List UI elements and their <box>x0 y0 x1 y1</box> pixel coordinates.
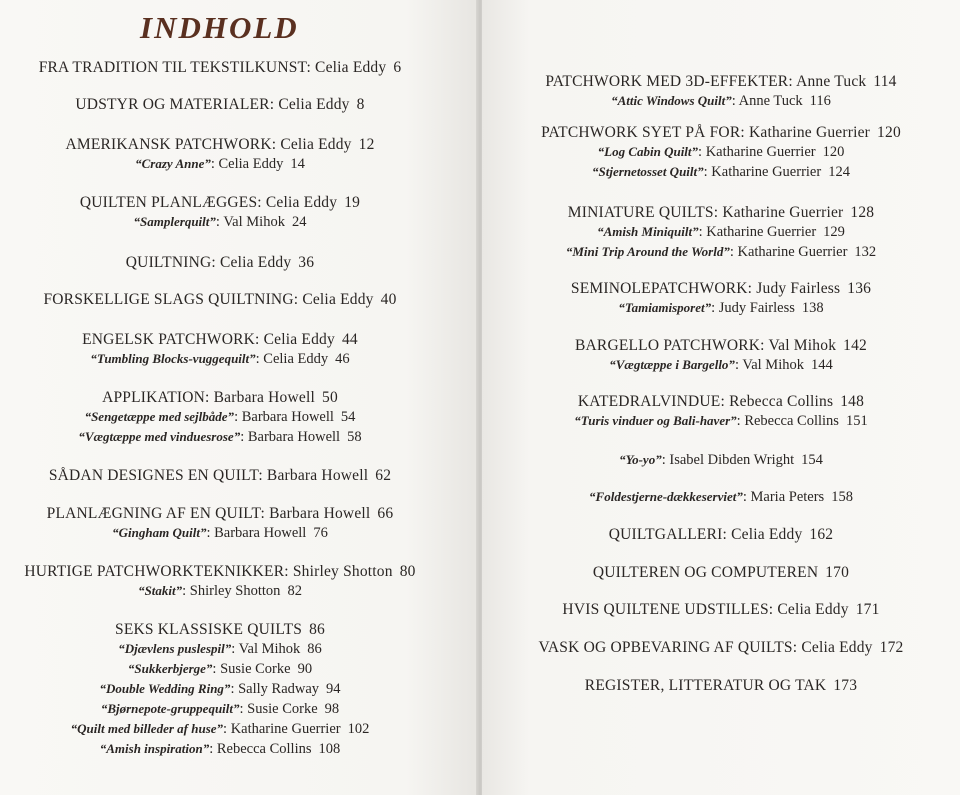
separator: : <box>792 639 802 656</box>
author-name: Celia Eddy <box>731 526 803 543</box>
separator: : <box>711 300 719 316</box>
toc-entry <box>482 638 960 657</box>
author-name: Shirley Shotton <box>292 563 393 580</box>
page-number: 172 <box>879 639 904 656</box>
project-title: “Double Wedding Ring” <box>99 681 231 696</box>
page-number: 142 <box>843 337 868 354</box>
toc-chapter-line <box>482 279 960 298</box>
author-name: Shirley Shotton <box>189 583 281 599</box>
chapter-title: PLANLÆGNING AF EN QUILT <box>46 505 261 522</box>
toc-project-line <box>482 298 960 318</box>
project-title: “Attic Windows Quilt” <box>611 93 732 108</box>
author-name: Susie Corke <box>247 701 318 717</box>
toc-project-line <box>0 427 440 447</box>
toc-chapter-line <box>0 620 440 639</box>
project-title: “Amish inspiration” <box>99 741 210 756</box>
toc-entry <box>0 193 440 232</box>
project-title: “Log Cabin Quilt” <box>597 144 699 159</box>
left-page <box>0 0 478 795</box>
toc-chapter-line <box>0 58 440 77</box>
toc-entry <box>0 620 440 759</box>
chapter-title: QUILTGALLERI <box>608 526 723 543</box>
toc-entry <box>482 600 960 619</box>
author-name: Katharine Guerrier <box>748 124 871 141</box>
toc-project-line <box>0 639 440 659</box>
project-title: “Yo-yo” <box>619 452 662 467</box>
separator: : <box>215 214 224 230</box>
page-number: 40 <box>380 291 397 308</box>
project-title: “Stjernetosset Quilt” <box>592 164 704 179</box>
author-name: Celia Eddy <box>218 156 284 172</box>
author-name: Val Mihok <box>238 641 301 657</box>
chapter-title: ENGELSK PATCHWORK <box>82 331 256 348</box>
separator: : <box>210 156 219 172</box>
page-number: 154 <box>801 452 823 468</box>
toc-chapter-line <box>0 193 440 212</box>
author-name: Rebecca Collins <box>729 393 834 410</box>
page-number: 120 <box>822 144 845 160</box>
toc-entry <box>0 466 440 485</box>
toc-project-line <box>482 487 960 507</box>
separator: : <box>661 452 670 468</box>
separator: : <box>768 601 778 618</box>
toc-entry <box>482 450 960 470</box>
toc-entry <box>0 253 440 272</box>
author-name: Barbara Howell <box>241 409 334 425</box>
toc-entry <box>482 72 960 111</box>
page-number: 128 <box>850 204 875 221</box>
chapter-title: QUILTNING <box>125 254 212 271</box>
separator: : <box>722 526 732 543</box>
page-number: 102 <box>347 721 370 737</box>
separator: : <box>740 124 749 141</box>
separator: : <box>206 525 215 541</box>
chapter-title: SEKS KLASSISKE QUILTS <box>115 621 303 638</box>
page-number: 114 <box>873 73 897 90</box>
author-name: Anne Tuck <box>796 73 867 90</box>
chapter-title: AMERIKANSK PATCHWORK <box>65 136 272 153</box>
page-number: 162 <box>809 526 834 543</box>
toc-project-line <box>0 212 440 232</box>
chapter-title: VASK OG OPBEVARING AF QUILTS <box>538 639 793 656</box>
toc-chapter-line <box>482 676 960 695</box>
separator: : <box>284 563 293 580</box>
author-name: Isabel Dibden Wright <box>669 452 795 468</box>
toc-project-line <box>482 162 960 182</box>
toc-project-line <box>482 411 960 431</box>
chapter-title: FORSKELLIGE SLAGS QUILTNING <box>43 291 294 308</box>
toc-chapter-line <box>482 638 960 657</box>
chapter-title: SEMINOLEPATCHWORK <box>570 280 748 297</box>
separator: : <box>239 701 248 717</box>
separator: : <box>788 73 797 90</box>
author-name: Rebecca Collins <box>744 413 839 429</box>
toc-project-line <box>0 581 440 601</box>
author-name: Rebecca Collins <box>216 741 312 757</box>
project-title: “Sukkerbjerge” <box>127 661 213 676</box>
separator: : <box>209 741 217 757</box>
separator: : <box>255 331 264 348</box>
toc-project-line <box>482 91 960 111</box>
page-number: 80 <box>399 563 416 580</box>
toc-chapter-line <box>0 466 440 485</box>
toc-entry <box>482 279 960 318</box>
toc-project-line <box>0 659 440 679</box>
toc-entry <box>0 58 440 77</box>
separator: : <box>703 164 712 180</box>
separator: : <box>223 721 231 737</box>
right-page <box>482 0 960 795</box>
chapter-title: BARGELLO PATCHWORK <box>574 337 761 354</box>
project-title: “Crazy Anne” <box>135 156 211 171</box>
separator: : <box>258 467 267 484</box>
page-number: 44 <box>341 331 358 348</box>
project-title: “Sengetæppe med sejlbåde” <box>84 409 235 424</box>
toc-chapter-line <box>0 253 440 272</box>
chapter-title: PATCHWORK SYET PÅ FOR <box>541 124 741 141</box>
toc-entry <box>0 388 440 447</box>
page-number: 94 <box>326 681 341 697</box>
chapter-title: FRA TRADITION TIL TEKSTILKUNST <box>38 59 307 76</box>
page-number: 50 <box>322 389 338 406</box>
page-number: 86 <box>309 621 325 638</box>
separator: : <box>698 224 707 240</box>
chapter-title: PATCHWORK MED 3D-EFFEKTER <box>545 73 789 90</box>
author-name: Judy Fairless <box>756 280 841 297</box>
page-number: 129 <box>823 224 845 240</box>
author-name: Celia Eddy <box>302 291 374 308</box>
separator: : <box>713 204 723 221</box>
toc-chapter-line <box>482 563 960 582</box>
toc-project-line <box>0 407 440 427</box>
toc-project-line <box>482 222 960 242</box>
toc-project-line <box>482 355 960 375</box>
author-name: Barbara Howell <box>213 389 315 406</box>
author-name: Barbara Howell <box>214 525 307 541</box>
chapter-title: MINIATURE QUILTS <box>567 204 714 221</box>
page-number: 144 <box>810 357 833 373</box>
toc-entry <box>482 203 960 262</box>
toc-entry <box>0 290 440 309</box>
project-title: “Stakit” <box>138 583 183 598</box>
page-number: 6 <box>393 59 402 76</box>
page-number: 158 <box>831 489 853 505</box>
toc-chapter-line <box>482 392 960 411</box>
page-number: 14 <box>290 156 305 172</box>
author-name: Barbara Howell <box>266 467 369 484</box>
author-name: Val Mihok <box>742 357 804 373</box>
chapter-title: UDSTYR OG MATERIALER <box>75 96 270 113</box>
separator: : <box>230 681 239 697</box>
page-number: 98 <box>324 701 340 717</box>
toc-entry <box>482 525 960 544</box>
page-number: 108 <box>318 741 341 757</box>
chapter-title: QUILTEN PLANLÆGGES <box>79 194 258 211</box>
separator: : <box>720 393 730 410</box>
page-number: 171 <box>855 601 880 618</box>
contents-heading: INDHOLD <box>140 10 299 45</box>
author-name: Barbara Howell <box>247 429 341 445</box>
separator: : <box>293 291 303 308</box>
toc-project-line <box>0 679 440 699</box>
toc-project-line <box>0 699 440 719</box>
toc-entry <box>0 135 440 174</box>
author-name: Judy Fairless <box>718 300 795 316</box>
toc-project-line <box>0 739 440 759</box>
author-name: Katharine Guerrier <box>706 224 817 240</box>
toc-entry <box>482 563 960 582</box>
page-number: 136 <box>847 280 872 297</box>
page-number: 86 <box>307 641 322 657</box>
page-number: 124 <box>828 164 850 180</box>
author-name: Maria Peters <box>750 489 825 505</box>
separator: : <box>760 337 769 354</box>
author-name: Celia Eddy <box>219 254 292 271</box>
toc-project-line <box>0 349 440 369</box>
toc-chapter-line <box>0 290 440 309</box>
project-title: “Quilt med billeder af huse” <box>70 721 224 736</box>
toc-project-line <box>482 450 960 470</box>
chapter-title: KATEDRALVINDUE <box>577 393 721 410</box>
toc-project-line <box>0 154 440 174</box>
page-number: 90 <box>297 661 313 677</box>
toc-chapter-line <box>0 135 440 154</box>
project-title: “Vægtæppe i Bargello” <box>609 357 735 372</box>
page-number: 24 <box>291 214 307 230</box>
separator: : <box>240 429 248 445</box>
separator: : <box>182 583 190 599</box>
toc-chapter-line <box>0 562 440 581</box>
author-name: Barbara Howell <box>269 505 371 522</box>
toc-project-line <box>0 719 440 739</box>
separator: : <box>731 93 739 109</box>
separator: : <box>212 661 221 677</box>
page-number: 36 <box>298 254 315 271</box>
separator: : <box>255 351 264 367</box>
toc-chapter-line <box>482 525 960 544</box>
separator: : <box>698 144 706 160</box>
author-name: Celia Eddy <box>280 136 352 153</box>
toc-chapter-line <box>482 123 960 142</box>
page-number: 19 <box>344 194 361 211</box>
toc-entry <box>482 336 960 375</box>
author-name: Susie Corke <box>220 661 291 677</box>
toc-chapter-line <box>482 203 960 222</box>
separator: : <box>205 389 214 406</box>
separator: : <box>734 357 743 373</box>
author-name: Katharine Guerrier <box>711 164 822 180</box>
project-title: “Bjørnepote-gruppequilt” <box>100 701 240 716</box>
chapter-title: HVIS QUILTENE UDSTILLES <box>562 601 769 618</box>
project-title: “Mini Trip Around the World” <box>565 244 730 259</box>
separator: : <box>271 136 281 153</box>
page-number: 12 <box>358 136 375 153</box>
separator: : <box>234 409 242 425</box>
project-title: “Tamiamisporet” <box>618 300 712 315</box>
project-title: “Gingham Quilt” <box>112 525 207 540</box>
toc-chapter-line <box>0 95 440 114</box>
page-number: 138 <box>801 300 824 316</box>
toc-entry <box>482 392 960 431</box>
author-name: Celia Eddy <box>265 194 338 211</box>
toc-entry <box>0 95 440 114</box>
author-name: Val Mihok <box>768 337 837 354</box>
toc-entry <box>0 562 440 601</box>
separator: : <box>729 244 738 260</box>
toc-chapter-line <box>0 330 440 349</box>
separator: : <box>306 59 316 76</box>
author-name: Anne Tuck <box>738 93 803 109</box>
toc-chapter-line <box>482 72 960 91</box>
toc-chapter-line <box>0 388 440 407</box>
author-name: Celia Eddy <box>777 601 849 618</box>
page-number: 151 <box>845 413 868 429</box>
page-number: 132 <box>854 244 877 260</box>
page-number: 82 <box>287 583 302 599</box>
project-title: “Samplerquilt” <box>133 214 216 229</box>
project-title: “Foldestjerne-dækkeserviet” <box>589 489 743 504</box>
separator: : <box>736 413 745 429</box>
page-number: 116 <box>809 93 831 109</box>
project-title: “Tumbling Blocks-vuggequilt” <box>90 351 256 366</box>
project-title: “Djævlens puslespil” <box>118 641 232 656</box>
page-number: 66 <box>377 505 394 522</box>
page-number: 76 <box>313 525 328 541</box>
author-name: Katharine Guerrier <box>722 204 844 221</box>
author-name: Celia Eddy <box>263 331 335 348</box>
author-name: Katharine Guerrier <box>230 721 341 737</box>
toc-project-line <box>482 242 960 262</box>
toc-project-line <box>482 142 960 162</box>
separator: : <box>742 489 751 505</box>
toc-chapter-line <box>0 504 440 523</box>
chapter-title: HURTIGE PATCHWORKTEKNIKKER <box>24 563 285 580</box>
toc-project-line <box>0 523 440 543</box>
page-number: 173 <box>833 677 858 694</box>
separator: : <box>269 96 279 113</box>
page-number: 8 <box>356 96 365 113</box>
project-title: “Amish Miniquilt” <box>597 224 699 239</box>
separator: : <box>211 254 220 271</box>
toc-entry <box>482 487 960 507</box>
toc-chapter-line <box>482 336 960 355</box>
author-name: Celia Eddy <box>278 96 350 113</box>
chapter-title: REGISTER, LITTERATUR OG TAK <box>584 677 827 694</box>
page-number: 54 <box>340 409 356 425</box>
separator: : <box>747 280 757 297</box>
author-name: Katharine Guerrier <box>705 144 816 160</box>
author-name: Val Mihok <box>223 214 285 230</box>
page-number: 120 <box>877 124 901 141</box>
author-name: Celia Eddy <box>263 351 329 367</box>
page-number: 148 <box>840 393 865 410</box>
separator: : <box>231 641 239 657</box>
author-name: Sally Radway <box>238 681 320 697</box>
author-name: Celia Eddy <box>801 639 873 656</box>
page-number: 170 <box>825 564 850 581</box>
toc-entry <box>0 504 440 543</box>
project-title: “Vægtæppe med vinduesrose” <box>78 429 241 444</box>
chapter-title: QUILTEREN OG COMPUTEREN <box>592 564 819 581</box>
chapter-title: APPLIKATION <box>102 389 206 406</box>
separator: : <box>257 194 266 211</box>
project-title: “Turis vinduer og Bali-haver” <box>574 413 737 428</box>
toc-chapter-line <box>482 600 960 619</box>
page-number: 62 <box>375 467 392 484</box>
page-number: 58 <box>347 429 362 445</box>
toc-entry <box>482 676 960 695</box>
toc-entry <box>0 330 440 369</box>
chapter-title: SÅDAN DESIGNES EN QUILT <box>48 467 259 484</box>
separator: : <box>260 505 270 522</box>
page-number: 46 <box>335 351 350 367</box>
author-name: Katharine Guerrier <box>737 244 848 260</box>
toc-entry <box>482 123 960 182</box>
author-name: Celia Eddy <box>315 59 387 76</box>
